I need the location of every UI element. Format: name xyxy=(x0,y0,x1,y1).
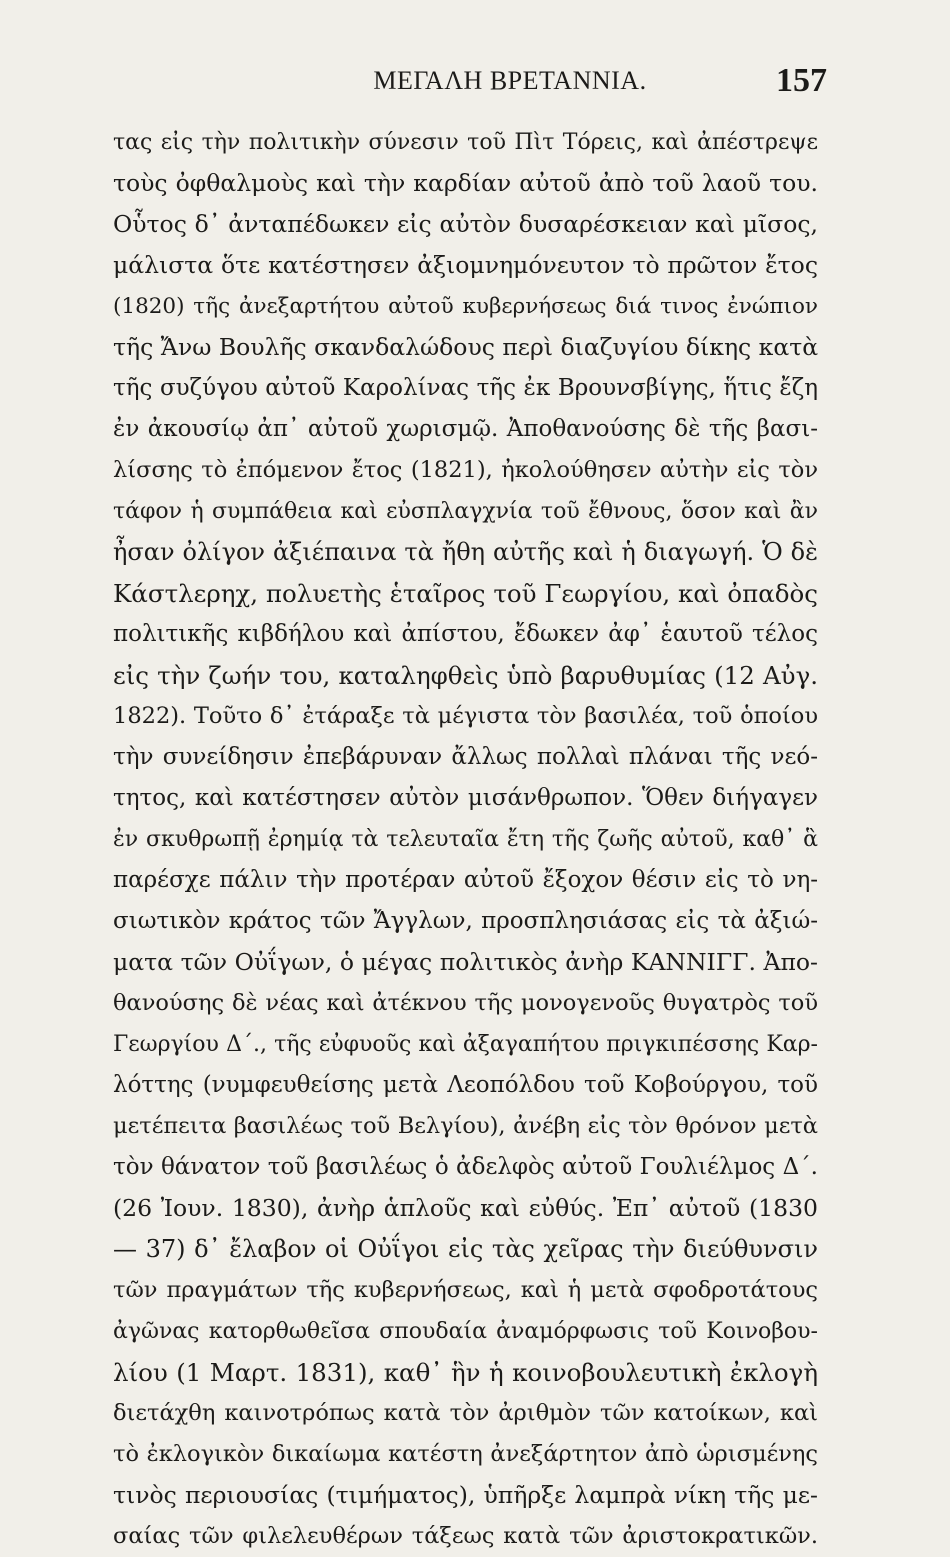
text-line: τὸν θάνατον τοῦ βασιλέως ὁ ἀδελφὸς αὐτοῦ Γουλιέλμος Δ΄. xyxy=(113,1154,818,1180)
text-line: θανούσης δὲ νέας καὶ ἀτέκνου τῆς μονογενοῦς θυγατρὸς τοῦ xyxy=(113,990,818,1016)
text-line: λίσσης τὸ ἐπόμενον ἔτος (1821), ἠκολούθησεν αὐτὴν εἰς τὸν xyxy=(113,457,818,483)
text-line: πολιτικῆς κιβδήλου καὶ ἀπίστου, ἔδωκεν ἀφ᾽ ἑαυτοῦ τέλος xyxy=(113,621,818,647)
text-line: τας εἰς τὴν πολιτικὴν σύνεσιν τοῦ Πὶτ Τόρεις, καὶ ἀπέστρεψε xyxy=(113,130,818,155)
text-line: Κάστλερηχ, πολυετὴς ἑταῖρος τοῦ Γεωργίου, καὶ ὀπαδὸς xyxy=(113,579,818,608)
text-line: (1820) τῆς ἀνεξαρτήτου αὐτοῦ κυβερνήσεως διά τινος ἐνώπιον xyxy=(113,294,818,319)
text-line: ματα τῶν Οὐΐγων, ὁ μέγας πολιτικὸς ἀνὴρ ΚΑΝΝΙΓΓ. Ἀπο- xyxy=(113,948,818,976)
text-line: λόττης (νυμφευθείσης μετὰ Λεοπόλδου τοῦ Κοβούργου, τοῦ xyxy=(113,1072,818,1098)
body-text xyxy=(113,122,818,1557)
running-head xyxy=(113,62,827,104)
page-title: ΜΕΓΑΛΗ ΒΡΕΤΑΝΝΙΑ. xyxy=(373,66,647,95)
text-line: σιωτικὸν κράτος τῶν Ἄγγλων, προσπλησιάσας εἰς τὰ ἀξιώ- xyxy=(113,908,818,934)
text-line: τῶν πραγμάτων τῆς κυβερνήσεως, καὶ ἡ μετὰ σφοδροτάτους xyxy=(113,1277,818,1303)
text-line: τῆς συζύγου αὐτοῦ Καρολίνας τῆς ἐκ Βρουνσβίγης, ἥτις ἔζη xyxy=(113,375,818,401)
text-line: ἐν ἀκουσίῳ ἀπ᾽ αὐτοῦ χωρισμῷ. Ἀποθανούσης δὲ τῆς βασι- xyxy=(113,416,818,442)
text-line: ἀγῶνας κατορθωθεῖσα σπουδαία ἀναμόρφωσις τοῦ Κοινοβου- xyxy=(113,1319,818,1344)
text-line: 1822). Τοῦτο δ᾽ ἐτάραξε τὰ μέγιστα τὸν βασιλέα, τοῦ ὁποίου xyxy=(113,703,818,729)
text-line: τάφον ἡ συμπάθεια καὶ εὐσπλαγχνία τοῦ ἔθνους, ὅσον καὶ ἂν xyxy=(113,499,818,524)
text-line: διετάχθη καινοτρόπως κατὰ τὸν ἀριθμὸν τῶν κατοίκων, καὶ xyxy=(113,1400,818,1426)
text-line: Οὗτος δ᾽ ἀνταπέδωκεν εἰς αὐτὸν δυσαρέσκειαν καὶ μῖσος, xyxy=(113,210,818,238)
text-line: ἐν σκυθρωπῇ ἐρημίᾳ τὰ τελευταῖα ἔτη τῆς ζωῆς αὐτοῦ, καθ᾽ ἃ xyxy=(113,827,818,852)
text-line: τῆς Ἄνω Βουλῆς σκανδαλώδους περὶ διαζυγίου δίκης κατὰ xyxy=(113,333,819,361)
text-line: παρέσχε πάλιν τὴν προτέραν αὐτοῦ ἔξοχον θέσιν εἰς τὸ νη- xyxy=(113,867,818,893)
text-line: λίου (1 Μαρτ. 1831), καθ᾽ ἣν ἡ κοινοβουλευτικὴ ἐκλογὴ xyxy=(113,1358,818,1387)
text-line: τοὺς ὀφθαλμοὺς καὶ τὴν καρδίαν αὐτοῦ ἀπὸ τοῦ λαοῦ του. xyxy=(113,169,818,197)
text-line: τὸ ἐκλογικὸν δικαίωμα κατέστη ἀνεξάρτητον ἀπὸ ὡρισμένης xyxy=(113,1441,818,1467)
text-line: μάλιστα ὅτε κατέστησεν ἀξιομνημόνευτον τὸ πρῶτον ἔτος xyxy=(113,251,818,279)
text-line: τητος, καὶ κατέστησεν αὐτὸν μισάνθρωπον. Ὅθεν διήγαγεν xyxy=(113,785,818,811)
text-line: — 37) δ᾽ ἔλαβον οἱ Οὐΐγοι εἰς τὰς χεῖρας τὴν διεύθυνσιν xyxy=(113,1235,818,1263)
text-line: (26 Ἰουν. 1830), ἀνὴρ ἁπλοῦς καὶ εὐθύς. Ἐπ᾽ αὐτοῦ (1830 xyxy=(113,1194,818,1222)
text-line: ἦσαν ὀλίγον ἀξιέπαινα τὰ ἤθη αὐτῆς καὶ ἡ διαγωγή. Ὁ δὲ xyxy=(113,538,818,566)
text-line: Γεωργίου Δ΄., τῆς εὐφυοῦς καὶ ἀξαγαπήτου πριγκιπέσσης Καρ- xyxy=(113,1032,818,1057)
text-line: εἰς τὴν ζωήν του, καταληφθεὶς ὑπὸ βαρυθυμίας (12 Αὐγ. xyxy=(113,661,818,690)
text-line: τὴν συνείδησιν ἐπεβάρυναν ἄλλως πολλαὶ πλάναι τῆς νεό- xyxy=(113,744,818,770)
text-line: σαίας τῶν φιλελευθέρων τάξεως κατὰ τῶν ἀριστοκρατικῶν. xyxy=(113,1523,818,1549)
page-number: 157 xyxy=(776,62,827,99)
text-line: μετέπειτα βασιλέως τοῦ Βελγίου), ἀνέβη εἰς τὸν θρόνον μετὰ xyxy=(113,1113,818,1139)
text-line: τινὸς περιουσίας (τιμήματος), ὑπῆρξε λαμπρὰ νίκη τῆς με- xyxy=(113,1481,818,1509)
